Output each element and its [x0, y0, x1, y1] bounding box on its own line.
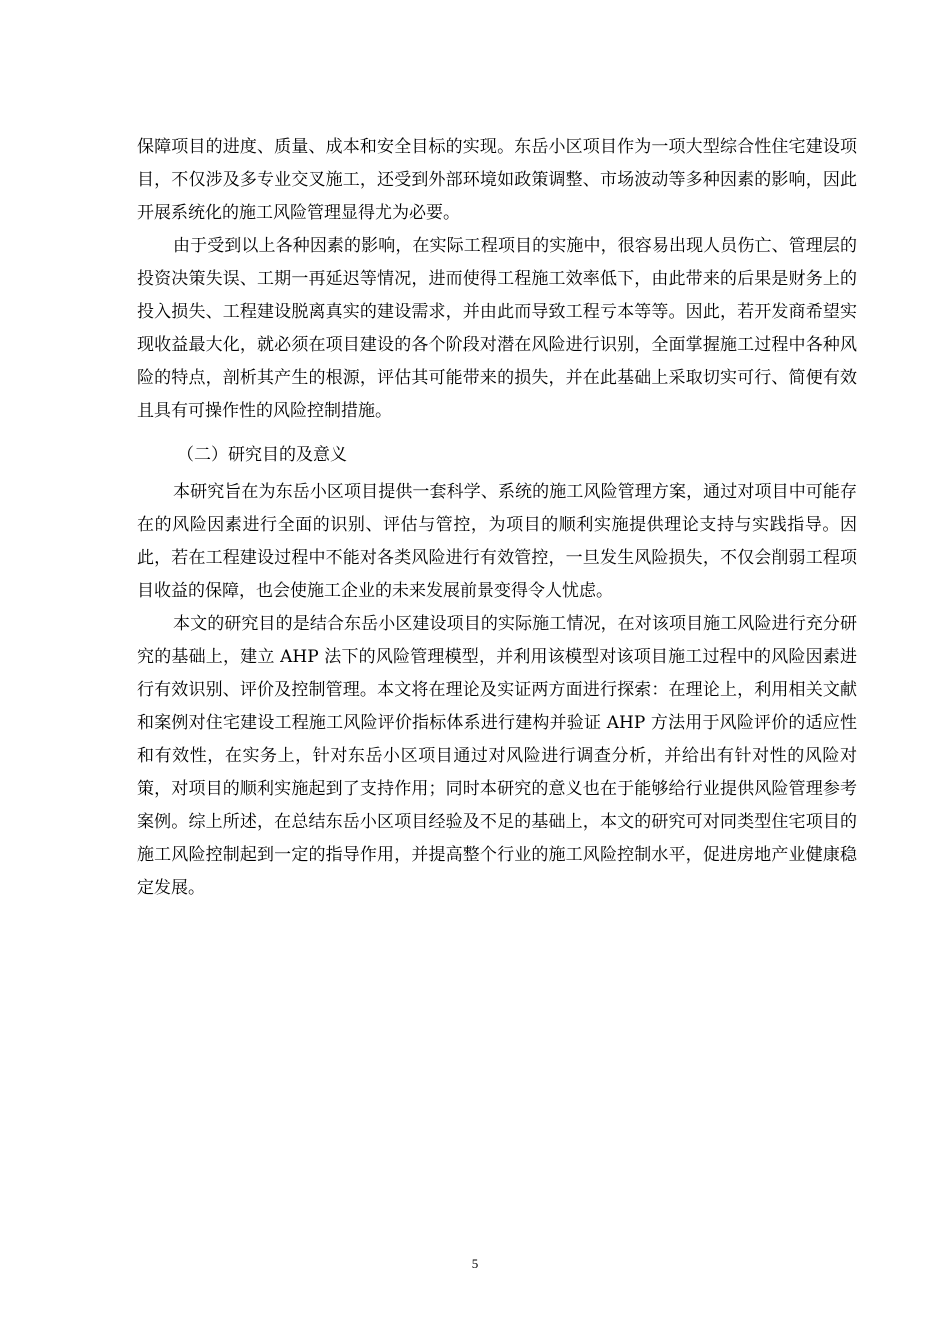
paragraph-risk-factors: 由于受到以上各种因素的影响，在实际工程项目的实施中，很容易出现人员伤亡、管理层的投资决策失误、工期一再延迟等情况，进而使得工程施工效率低下，由此带来的后果是财务上的投入损失、工程建设脱离真实的建设需求，并由此而导致工程亏本等等。因此，若开发商希望实现收益最大化，就必须在项目建设的各个阶段对潜在风险进行识别，全面掌握施工过程中各种风险的特点，剖析其产生的根源，评估其可能带来的损失，并在此基础上采取切实可行、简便有效且具有可操作性的风险控制措施。 [137, 236, 857, 421]
paragraph-research-significance: 本文的研究目的是结合东岳小区建设项目的实际施工情况，在对该项目施工风险进行充分研究的基础上，建立 AHP 法下的风险管理模型，并利用该模型对该项目施工过程中的风险因素进行有效识别、评价及控制管理。本文将在理论及实证两方面进行探索：在理论上，利用相关文献和案例对住宅建设工程施工风险评价指标体系进行建构并验证 AHP 方法用于风险评价的适应性和有效性，在实务上，针对东岳小区项目通过对风险进行调查分析，并给出有针对性的风险对策，对项目的顺利实施起到了支持作用；同时本研究的意义也在于能够给行业提供风险管理参考案例。综上所述，在总结东岳小区项目经验及不足的基础上，本文的研究可对同类型住宅项目的施工风险控制起到一定的指导作用，并提高整个行业的施工风险控制水平，促进房地产业健康稳定发展。 [137, 614, 857, 898]
page-number: 5 [471, 1256, 479, 1271]
paragraph-continuation: 保障项目的进度、质量、成本和安全目标的实现。东岳小区项目作为一项大型综合性住宅建设项目，不仅涉及多专业交叉施工，还受到外部环境如政策调整、市场波动等多种因素的影响，因此开展系统化的施工风险管理显得尤为必要。 [137, 137, 857, 223]
paragraph-research-aim: 本研究旨在为东岳小区项目提供一套科学、系统的施工风险管理方案，通过对项目中可能存在的风险因素进行全面的识别、评估与管控，为项目的顺利实施提供理论支持与实践指导。因此，若在工程建设过程中不能对各类风险进行有效管控，一旦发生风险损失，不仅会削弱工程项目收益的保障，也会使施工企业的未来发展前景变得令人忧虑。 [137, 482, 857, 601]
section-heading: （二）研究目的及意义 [177, 445, 347, 465]
